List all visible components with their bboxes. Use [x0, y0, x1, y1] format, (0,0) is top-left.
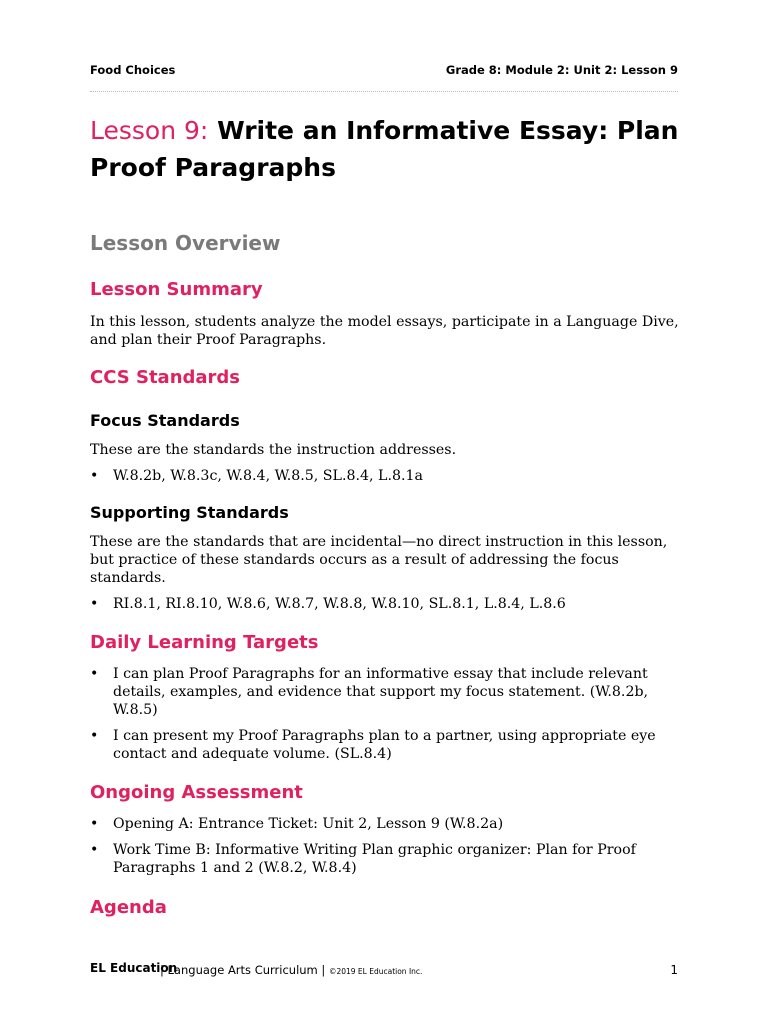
- learning-targets-list: [90, 665, 686, 771]
- title-lesson-number: Lesson 9:: [90, 116, 209, 145]
- daily-learning-targets-heading: Daily Learning Targets: [90, 632, 319, 653]
- lesson-overview-heading: Lesson Overview: [90, 231, 281, 255]
- lesson-summary-heading: Lesson Summary: [90, 279, 263, 300]
- list-item: • Opening A: Entrance Ticket: Unit 2, Lesson 9 (W.8.2a): [90, 815, 686, 833]
- footer-curriculum: | Language Arts Curriculum |: [160, 963, 326, 977]
- footer-info: [160, 963, 422, 977]
- page-number: 1: [670, 963, 678, 977]
- page-header: [90, 63, 678, 79]
- title-text: Write an Informative Essay: Plan Proof Paragraphs: [90, 116, 679, 182]
- supporting-standards-list: [90, 595, 686, 621]
- focus-standards-list: [90, 467, 686, 493]
- assessment-list: [90, 815, 686, 885]
- supporting-standards-intro: These are the standards that are incidental—no direct instruction in this lesson, but practice of these standards occurs as a result of addressing the focus standards.: [90, 534, 668, 586]
- agenda-heading: Agenda: [90, 897, 167, 918]
- header-divider: [90, 91, 678, 92]
- list-item: • I can present my Proof Paragraphs plan to a partner, using appropriate eye contact and adequate volume. (SL.8.4): [90, 727, 686, 763]
- page-title: [90, 112, 690, 186]
- list-item: • Work Time B: Informative Writing Plan graphic organizer: Plan for Proof Paragraphs 1 and 2 (W.8.2, W.8.4): [90, 841, 686, 877]
- ccs-standards-heading: CCS Standards: [90, 367, 241, 388]
- page-footer: [90, 961, 678, 979]
- list-item: • W.8.2b, W.8.3c, W.8.4, W.8.5, SL.8.4, L.8.1a: [90, 467, 686, 485]
- supporting-standards-heading: Supporting Standards: [90, 503, 289, 522]
- list-item: • RI.8.1, RI.8.10, W.8.6, W.8.7, W.8.8, W.8.10, SL.8.1, L.8.4, L.8.6: [90, 595, 686, 613]
- ongoing-assessment-heading: Ongoing Assessment: [90, 782, 303, 803]
- lesson-summary-text: In this lesson, students analyze the model essays, participate in a Language Dive, and plan their Proof Paragraphs.: [90, 314, 679, 348]
- logo-mark: EL: [90, 961, 106, 975]
- logo-text: Education: [110, 961, 178, 975]
- header-module-title: Food Choices: [90, 63, 176, 77]
- focus-standards-intro: These are the standards the instruction addresses.: [90, 442, 457, 458]
- focus-standards-heading: Focus Standards: [90, 411, 240, 430]
- list-item: • I can plan Proof Paragraphs for an informative essay that include relevant details, examples, and evidence that support my focus statement. (W.8.2b, W.8.5): [90, 665, 686, 719]
- header-lesson-path: Grade 8: Module 2: Unit 2: Lesson 9: [445, 63, 678, 77]
- footer-copyright: ©2019 EL Education Inc.: [328, 967, 423, 976]
